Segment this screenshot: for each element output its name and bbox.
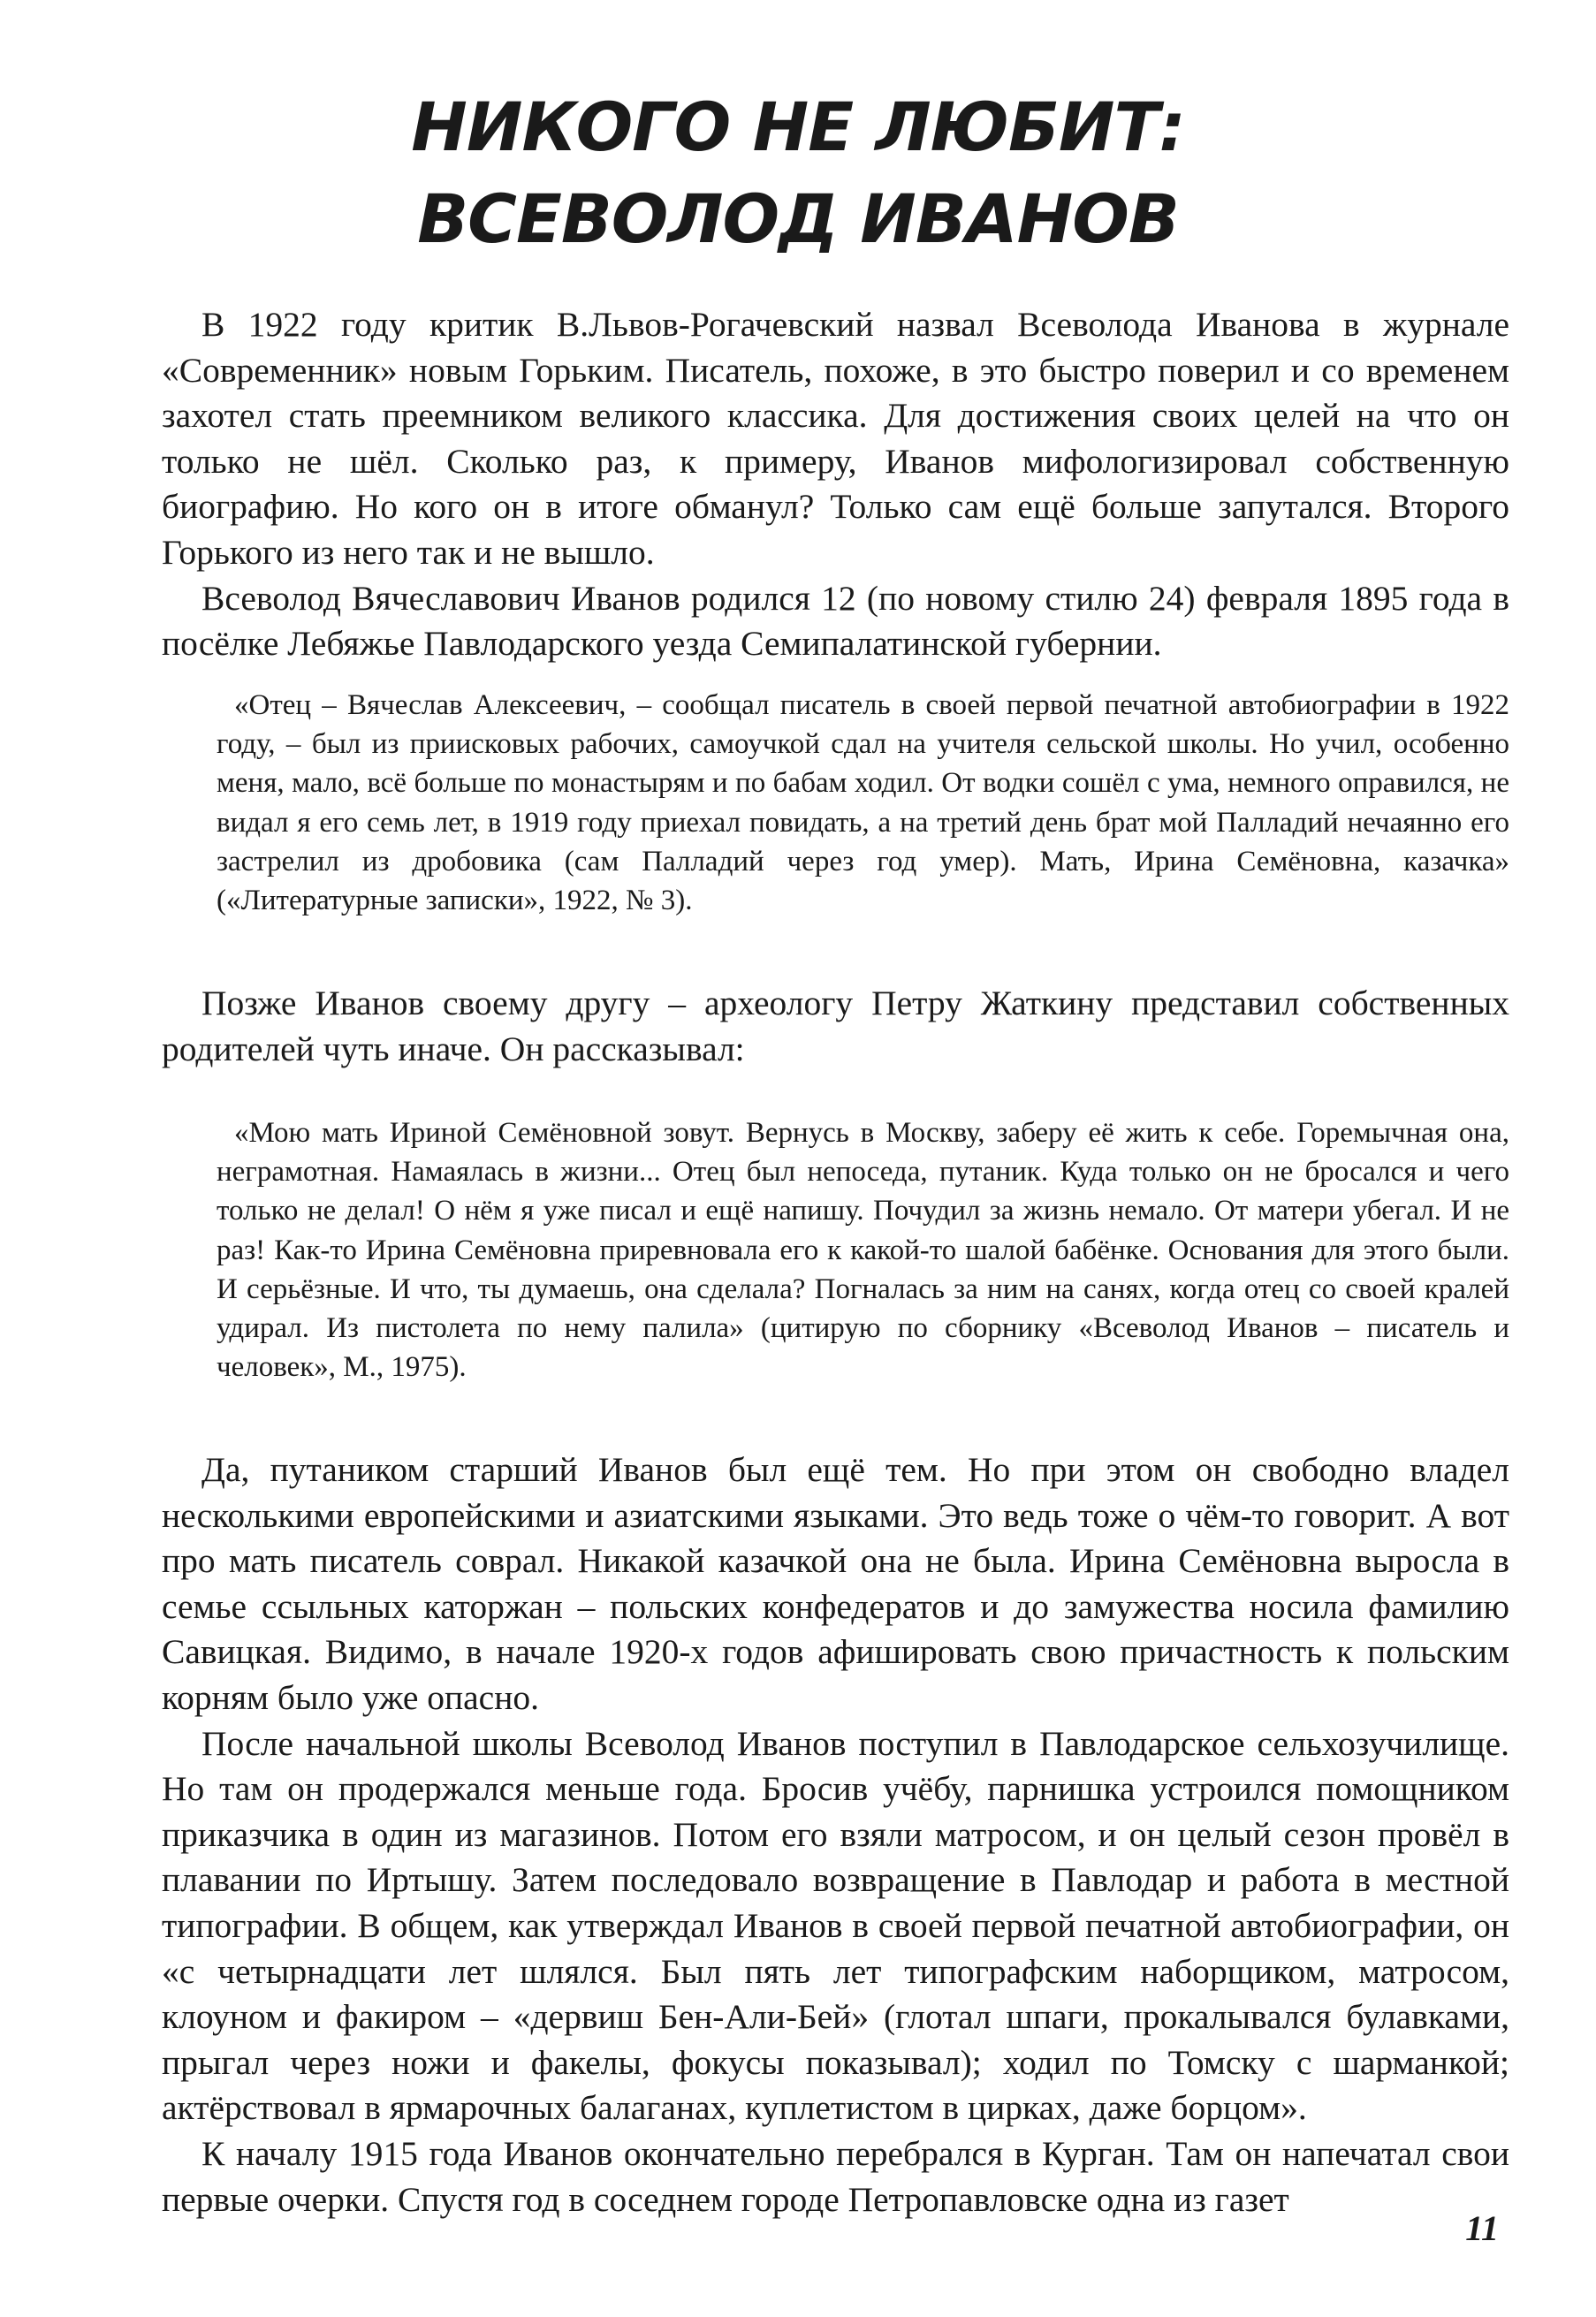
- quote-1: [217, 686, 1509, 920]
- intro-paragraphs: [162, 302, 1509, 667]
- closing-paragraphs: [162, 1447, 1509, 2222]
- chapter-title: [0, 81, 1596, 265]
- page-number: 11: [1465, 2208, 1499, 2248]
- quote-1-text: «Отец – Вячеслав Алексеевич, – сообщал писатель в своей первой печатной автобиографии в 1922 году, – был из приисковых рабочих, самоучкой сдал на учителя сельской школы. Но учил, особенно меня, мало, всё больше по монастырям и по бабам ходил. От водки сошёл с ума, немного оправился, не видал я его семь лет, в 1919 году приехал повидать, а на третий день брат мой Палладий нечаянно его застрелил из дробовика (сам Палладий через год умер). Мать, Ирина Семёновна, казачка» («Литературные записки», 1922, № 3).: [217, 689, 1509, 917]
- paragraph-5: После начальной школы Всеволод Иванов поступил в Павлодарское сельхозучилище. Но там он продержался меньше года. Бросив учёбу, парнишка устроился помощником приказчика в один из магазинов. Потом его взяли матросом, и он целый сезон провёл в плавании по Иртышу. Затем последовало возвращение в Павлодар и работа в местной типографии. В общем, как утверждал Иванов в своей первой печатной автобиографии, он «с четырнадцати лет шлялся. Был пять лет типографским наборщиком, матросом, клоуном и факиром – «дервиш Бен-Али-Бей» (глотал шпаги, прокалывался булавками, прыгал через ножи и факелы, фокусы показывал); ходил по Томску с шарманкой; актёрствовал в ярмарочных балаганах, куплетистом в цирках, даже борцом».: [162, 1723, 1509, 2128]
- paragraph-2: Всеволод Вячеславович Иванов родился 12 (по новому стилю 24) февраля 1895 года в посёлке Лебяжье Павлодарского уезда Семипалатинской губернии.: [162, 578, 1509, 664]
- chapter-title-line-2: ВСЕВОЛОД ИВАНОВ: [417, 179, 1179, 258]
- paragraph-6: К началу 1915 года Иванов окончательно перебрался в Курган. Там он напечатал свои первые очерки. Спустя год в соседнем городе Петропавловске одна из газет: [162, 2133, 1509, 2219]
- middle-paragraph: [162, 981, 1509, 1072]
- quote-2: [217, 1113, 1509, 1386]
- paragraph-4: Да, путаником старший Иванов был ещё тем. Но при этом он свободно владел несколькими европейскими и азиатскими языками. Это ведь тоже о чём-то говорит. А вот про мать писатель соврал. Никакой казачкой она не была. Ирина Семёновна выросла в семье ссыльных каторжан – польских конфедератов и до замужества носила фамилию Савицкая. Видимо, в начале 1920-х годов афишировать свою причастность к польским корням было уже опасно.: [162, 1450, 1509, 1717]
- chapter-title-line-1: НИКОГО НЕ ЛЮБИТ:: [411, 87, 1185, 166]
- paragraph-3: Позже Иванов своему другу – археологу Петру Жаткину представил собственных родителей чуть иначе. Он рассказывал:: [162, 984, 1509, 1068]
- quote-2-text: «Мою мать Ириной Семёновной зовут. Вернусь в Москву, заберу её жить к себе. Горемычная она, неграмотная. Намаялась в жизни... Отец был непоседа, путаник. Куда только он не бросался и чего только не делал! О нём я уже писал и ещё напишу. Почудил за жизнь немало. От матери убегал. И не раз! Как-то Ирина Семёновна приревновала его к какой-то шалой бабёнке. Основания для этого были. И серьёзные. И что, ты думаешь, она сделала? Погналась за ним на санях, когда отец со своей кралей удирал. Из пистолета по нему палила» (цитирую по сборнику «Всеволод Иванов – писатель и человек», М., 1975).: [217, 1117, 1509, 1384]
- paragraph-1: В 1922 году критик В.Львов-Рогачевский назвал Всеволода Иванова в журнале «Современник» новым Горьким. Писатель, похоже, в это быстро поверил и со временем захотел стать преемником великого классика. Для достижения своих целей на что он только не шёл. Сколько раз, к примеру, Иванов мифологизировал собственную биографию. Но кого он в итоге обманул? Только сам ещё больше запутался. Второго Горького из него так и не вышло.: [162, 305, 1509, 572]
